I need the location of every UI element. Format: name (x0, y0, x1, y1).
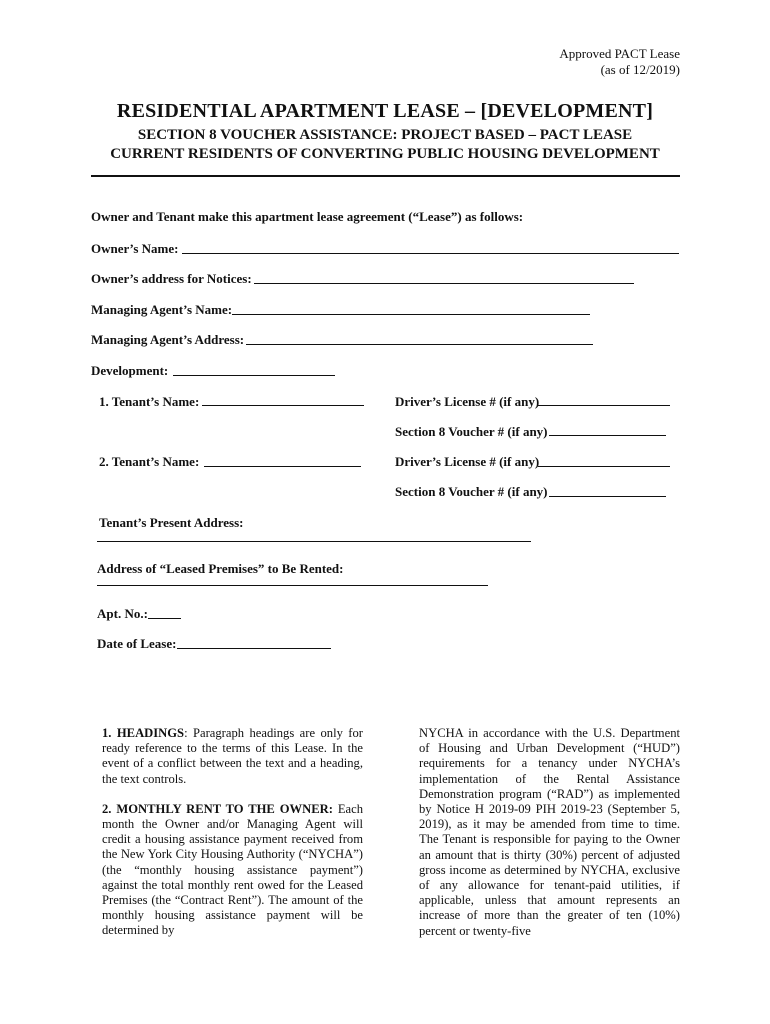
section-1-text: : Paragraph headings are only for ready reference to the terms of this Lease. In the event of a conflict between the text and a heading, the text controls. (102, 726, 363, 786)
tenant1-name-field[interactable] (202, 405, 364, 406)
page-title: RESIDENTIAL APARTMENT LEASE – [DEVELOPMENT] (116, 100, 654, 122)
section-1 (102, 726, 363, 787)
section-2-heading: 2. MONTHLY RENT TO THE OWNER: (102, 801, 333, 816)
date-of-lease-label: Date of Lease: (97, 636, 177, 651)
tenant1-voucher-field[interactable] (549, 435, 666, 436)
subtitle-2: CURRENT RESIDENTS OF CONVERTING PUBLIC HOUSING DEVELOPMENT (110, 146, 660, 162)
tenant1-name-label: 1. Tenant’s Name: (99, 394, 200, 409)
development-label: Development: (91, 363, 169, 378)
development-field[interactable] (173, 375, 335, 376)
header-divider (91, 175, 680, 177)
leased-premises-field[interactable] (97, 585, 488, 586)
tenant2-voucher-label: Section 8 Voucher # (if any) (395, 484, 548, 499)
agent-name-field[interactable] (232, 314, 590, 315)
intro-text: Owner and Tenant make this apartment lease agreement (“Lease”) as follows: (91, 209, 524, 224)
owner-name-field[interactable] (182, 253, 679, 254)
right-column (419, 726, 680, 954)
owner-address-field[interactable] (254, 283, 634, 284)
agent-name-label: Managing Agent’s Name: (91, 302, 233, 317)
apt-no-field[interactable] (148, 618, 181, 619)
present-address-field[interactable] (97, 541, 531, 542)
approval-note (559, 46, 680, 78)
subtitle-1: SECTION 8 VOUCHER ASSISTANCE: PROJECT BASED – PACT LEASE (137, 127, 633, 143)
tenant1-license-label: Driver’s License # (if any) (395, 394, 540, 409)
agent-address-field[interactable] (246, 344, 593, 345)
tenant2-name-field[interactable] (204, 466, 361, 467)
owner-address-label: Owner’s address for Notices: (91, 271, 252, 286)
tenant2-license-field[interactable] (538, 466, 670, 467)
approval-line-2: (as of 12/2019) (600, 62, 680, 77)
date-of-lease-field[interactable] (177, 648, 331, 649)
tenant1-voucher-label: Section 8 Voucher # (if any) (395, 424, 548, 439)
section-1-heading: 1. HEADINGS (102, 726, 185, 740)
apt-no-label: Apt. No.: (97, 606, 148, 621)
tenant2-name-label: 2. Tenant’s Name: (99, 454, 200, 469)
tenant2-license-label: Driver’s License # (if any) (395, 454, 540, 469)
tenant1-license-field[interactable] (538, 405, 670, 406)
section-2-continued: NYCHA in accordance with the U.S. Department of Housing and Urban Development (“HUD”) requirements for a tenancy under NYCHA’s implementation of the Rental Assistance Demonstration program (“RAD”) as implemented by Notice H 2019-09 PIH 2019-23 (September 5, 2019), as it may be amended from time to time. The Tenant is responsible for paying to the Owner an amount that is thirty (30%) percent of adjusted gross income as determined by NYCHA, exclusive of any allowance for tenant-paid utilities, if applicable, unless that amount represents an increase of more than the greater of ten (10%) percent or twenty-five (419, 726, 680, 938)
section-2 (102, 802, 363, 939)
left-column (102, 726, 363, 954)
agent-address-label: Managing Agent’s Address: (91, 332, 245, 347)
tenant2-voucher-field[interactable] (549, 496, 666, 497)
present-address-label: Tenant’s Present Address: (99, 515, 244, 530)
leased-premises-label: Address of “Leased Premises” to Be Rented: (97, 561, 344, 576)
approval-line-1: Approved PACT Lease (559, 46, 680, 61)
section-2-text: Each month the Owner and/or Managing Agent will credit a housing assistance payment received from the New York City Housing Authority (“NYCHA”) (the “monthly housing assistance payment”) against the total monthly rent owed for the Leased Premises (the “Contract Rent”). The amount of the monthly housing assistance payment will be determined by (102, 801, 363, 938)
owner-name-label: Owner’s Name: (91, 241, 179, 256)
